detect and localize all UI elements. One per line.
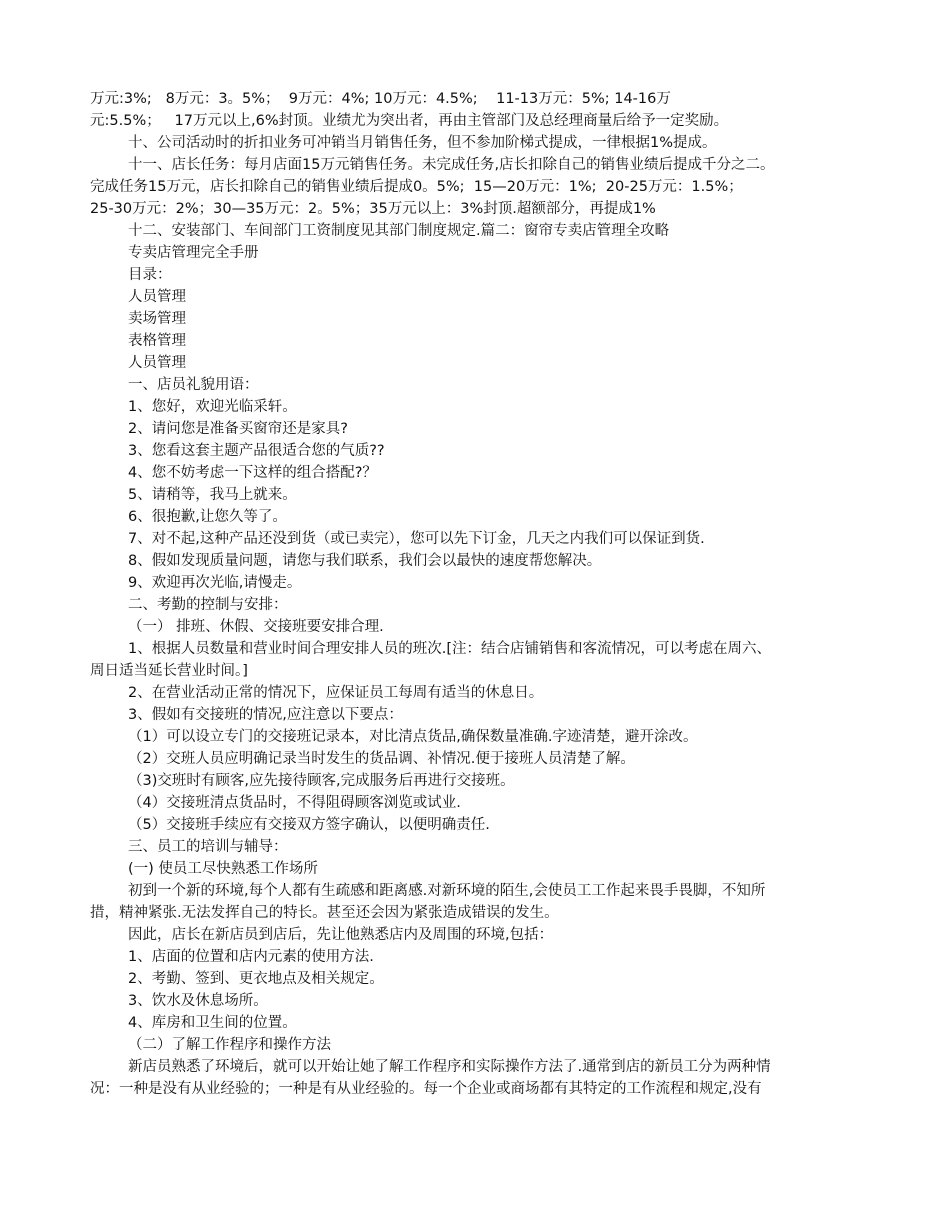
text-line: 8、假如发现质量问题，请您与我们联系，我们会以最快的速度帮您解决。 (128, 553, 602, 569)
text-line: 十、公司活动时的折扣业务可冲销当月销售任务，但不参加阶梯式提成，一律根据1%提成。 (128, 135, 717, 151)
text-line: 完成任务15万元，店长扣除自己的销售业绩后提成0。5%; 15—20万元：1%; 20-25万元：1.5%； (90, 179, 743, 195)
text-line: 目录： (128, 267, 172, 283)
text-line: 1、根据人员数量和营业时间合理安排人员的班次.[注：结合店铺销售和客流情况，可以考虑在周六、 (128, 641, 771, 657)
text-line: 因此，店长在新店员到店后，先让他熟悉店内及周围的环境,包括： (128, 927, 554, 943)
text-line: 2、在营业活动正常的情况下，应保证员工每周有适当的休息日。 (128, 685, 544, 701)
text-line: 人员管理 (128, 289, 186, 305)
text-line: 三、员工的培训与辅导： (128, 839, 288, 855)
text-line: （5）交接班手续应有交接双方签字确认，以便明确责任. (128, 817, 490, 833)
text-line: （二）了解工作程序和操作方法 (128, 1037, 331, 1053)
text-line: 专卖店管理完全手册 (128, 245, 259, 261)
text-line: 9、欢迎再次光临,请慢走。 (128, 575, 302, 591)
text-line: 表格管理 (128, 333, 186, 349)
text-line: 1、店面的位置和店内元素的使用方法. (128, 949, 374, 965)
text-line: （1）可以设立专门的交接班记录本，对比清点货品,确保数量准确.字迹清楚，避开涂改。 (128, 729, 698, 745)
text-line: (一) 使员工尽快熟悉工作场所 (128, 861, 318, 877)
text-line: 2、请问您是准备买窗帘还是家具? (128, 421, 348, 437)
text-line: 初到一个新的环境,每个人都有生疏感和距离感.对新环境的陌生,会使员工工作起来畏手畏脚，不知所 (128, 883, 766, 899)
text-line: 况：一种是没有从业经验的；一种是有从业经验的。每一个企业或商场都有其特定的工作流程和规定,没有 (90, 1081, 762, 1097)
text-line: 二、考勤的控制与安排： (128, 597, 288, 613)
text-line: 25-30万元：2%；30—35万元：2。5%；35万元以上：3%封顶.超额部分，再提成1% (90, 201, 656, 217)
text-line: 3、您看这套主题产品很适合您的气质?? (128, 443, 385, 459)
text-line: 十二、安装部门、车间部门工资制度见其部门制度规定.篇二：窗帘专卖店管理全攻略 (128, 223, 670, 239)
text-line: （3)交班时有顾客,应先接待顾客,完成服务后再进行交接班。 (128, 773, 515, 789)
text-line: 措，精神紧张.无法发挥自己的特长。甚至还会因为紧张造成错误的发生。 (90, 905, 559, 921)
text-line: 元:5.5%； 17万元以上,6%封顶。业绩尤为突出者，再由主管部门及总经理商量后给予一定奖励。 (90, 113, 729, 129)
text-line: 1、您好，欢迎光临采轩。 (128, 399, 297, 415)
text-line: 2、考勤、签到、更衣地点及相关规定。 (128, 971, 384, 987)
text-line: （4）交接班清点货品时，不得阻碍顾客浏览或试业. (128, 795, 461, 811)
text-line: （一） 排班、休假、交接班要安排合理. (128, 619, 384, 635)
text-line: 4、库房和卫生间的位置。 (128, 1015, 297, 1031)
text-line: （2）交班人员应明确记录当时发生的货品调、补情况.便于接班人员清楚了解。 (128, 751, 635, 767)
text-line: 7、对不起,这种产品还没到货（或已卖完），您可以先下订金，几天之内我们可以保证到货. (128, 531, 705, 547)
text-line: 5、请稍等，我马上就来。 (128, 487, 297, 503)
text-line: 新店员熟悉了环境后，就可以开始让她了解工作程序和实际操作方法了.通常到店的新员工分为两种情 (128, 1059, 771, 1075)
text-line: 6、很抱歉,让您久等了。 (128, 509, 287, 525)
text-line: 一、店员礼貌用语： (128, 377, 259, 393)
text-line: 4、您不妨考虑一下这样的组合搭配?？ (128, 465, 377, 481)
text-line: 3、饮水及休息场所。 (128, 993, 268, 1009)
text-line: 卖场管理 (128, 311, 186, 327)
document-body (90, 88, 865, 1100)
text-line: 周日适当延长营业时间。] (90, 663, 248, 679)
text-line: 万元:3%; 8万元：3。5%； 9万元：4%; 10万元：4.5%; 11-13万元：5%; 14-16万 (90, 91, 671, 107)
text-line: 十一、店长任务：每月店面15万元销售任务。未完成任务,店长扣除自己的销售业绩后提成千分之二。 (128, 157, 775, 173)
text-line: 人员管理 (128, 355, 186, 371)
text-line: 3、假如有交接班的情况,应注意以下要点： (128, 707, 403, 723)
